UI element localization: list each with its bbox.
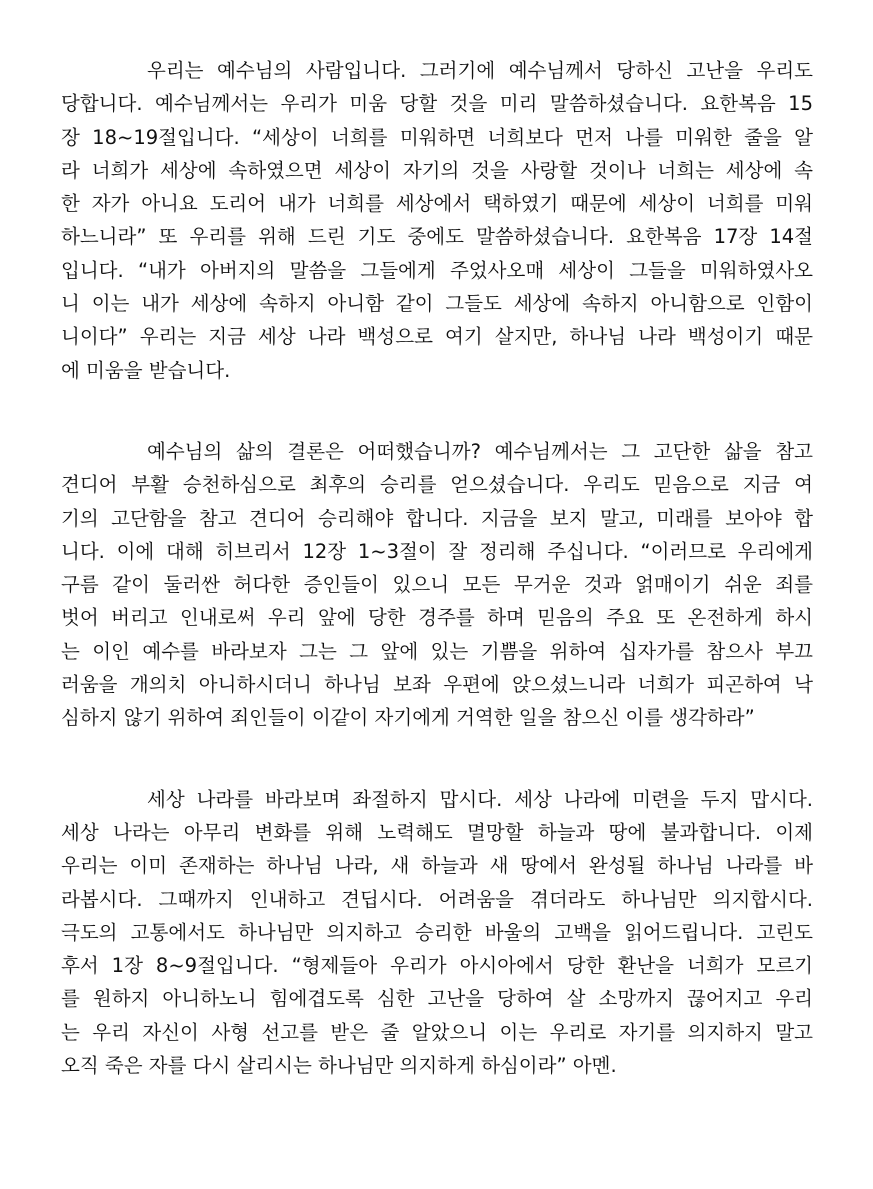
text-line: 니다. 이에 대해 히브리서 12장 1~3절이 잘 정리해 주십니다. “이러므로 우리에게 — [61, 539, 813, 563]
text-line: 오직 죽은 자를 다시 살리시는 하나님만 의지하게 하심이라” 아멘. — [61, 1054, 617, 1078]
text-line: 장 18~19절입니다. “세상이 너희를 미워하면 너희보다 먼저 나를 미워한 줄을 알 — [61, 125, 813, 149]
paragraph-1 — [61, 54, 813, 387]
paragraph-3 — [61, 783, 813, 1083]
text-line: 당합니다. 예수님께서는 우리가 미움 당할 것을 미리 말씀하셨습니다. 요한복음 15 — [61, 92, 813, 116]
text-line: 극도의 고통에서도 하나님만 의지하고 승리한 바울의 고백을 읽어드립니다. 고린도 — [61, 920, 813, 944]
text-line: 니 이는 내가 세상에 속하지 아니함 같이 그들도 세상에 속하지 아니함으로 인함이 — [61, 292, 813, 316]
text-line: 세상 나라는 아무리 변화를 위해 노력해도 멸망할 하늘과 땅에 불과합니다. 이제 — [61, 820, 813, 844]
text-line: 니이다” 우리는 지금 세상 나라 백성으로 여기 살지만, 하나님 나라 백성이기 때문 — [61, 325, 813, 349]
text-line: 견디어 부활 승천하심으로 최후의 승리를 얻으셨습니다. 우리도 믿음으로 지금 여 — [61, 473, 813, 497]
text-line: 를 원하지 아니하노니 힘에겹도록 심한 고난을 당하여 살 소망까지 끊어지고 우리 — [61, 987, 813, 1011]
text-line: 입니다. “내가 아버지의 말씀을 그들에게 주었사오매 세상이 그들을 미워하였사오 — [61, 258, 813, 282]
text-line: 심하지 않기 위하여 죄인들이 이같이 자기에게 거역한 일을 참으신 이를 생각하라” — [61, 706, 755, 730]
text-line: 한 자가 아니요 도리어 내가 너희를 세상에서 택하였기 때문에 세상이 너희를 미워 — [61, 192, 813, 216]
text-line: 에 미움을 받습니다. — [61, 358, 231, 382]
paragraph-2 — [61, 435, 813, 735]
text-line: 라 너희가 세상에 속하였으면 세상이 자기의 것을 사랑할 것이나 너희는 세상에 속 — [61, 158, 813, 182]
text-line: 라봅시다. 그때까지 인내하고 견딥시다. 어려움을 겪더라도 하나님만 의지합시다. — [61, 887, 813, 911]
text-line: 예수님의 삶의 결론은 어떠했습니까? 예수님께서는 그 고단한 삶을 참고 — [147, 439, 813, 463]
text-line: 는 이인 예수를 바라보자 그는 그 앞에 있는 기쁨을 위하여 십자가를 참으사 부끄 — [61, 639, 813, 663]
document-body — [61, 54, 813, 1082]
text-line: 우리는 이미 존재하는 하나님 나라, 새 하늘과 새 땅에서 완성될 하나님 나라를 바 — [61, 854, 813, 878]
text-line: 는 우리 자신이 사형 선고를 받은 줄 알았으니 이는 우리로 자기를 의지하지 말고 — [61, 1020, 813, 1044]
text-line: 러움을 개의치 아니하시더니 하나님 보좌 우편에 앉으셨느니라 너희가 피곤하여 낙 — [61, 673, 813, 697]
paragraph-spacer — [61, 387, 813, 435]
text-line: 후서 1장 8~9절입니다. “형제들아 우리가 아시아에서 당한 환난을 너희가 모르기 — [61, 954, 813, 978]
text-line: 세상 나라를 바라보며 좌절하지 맙시다. 세상 나라에 미련을 두지 맙시다. — [147, 787, 813, 811]
text-line: 벗어 버리고 인내로써 우리 앞에 당한 경주를 하며 믿음의 주요 또 온전하게 하시 — [61, 606, 813, 630]
text-line: 기의 고단함을 참고 견디어 승리해야 합니다. 지금을 보지 말고, 미래를 보아야 합 — [61, 506, 813, 530]
text-line: 하느니라” 또 우리를 위해 드린 기도 중에도 말씀하셨습니다. 요한복음 17장 14절 — [61, 225, 813, 249]
text-line: 구름 같이 둘러싼 허다한 증인들이 있으니 모든 무거운 것과 얽매이기 쉬운 죄를 — [61, 573, 813, 597]
paragraph-spacer — [61, 735, 813, 783]
text-line: 우리는 예수님의 사람입니다. 그러기에 예수님께서 당하신 고난을 우리도 — [147, 59, 813, 82]
